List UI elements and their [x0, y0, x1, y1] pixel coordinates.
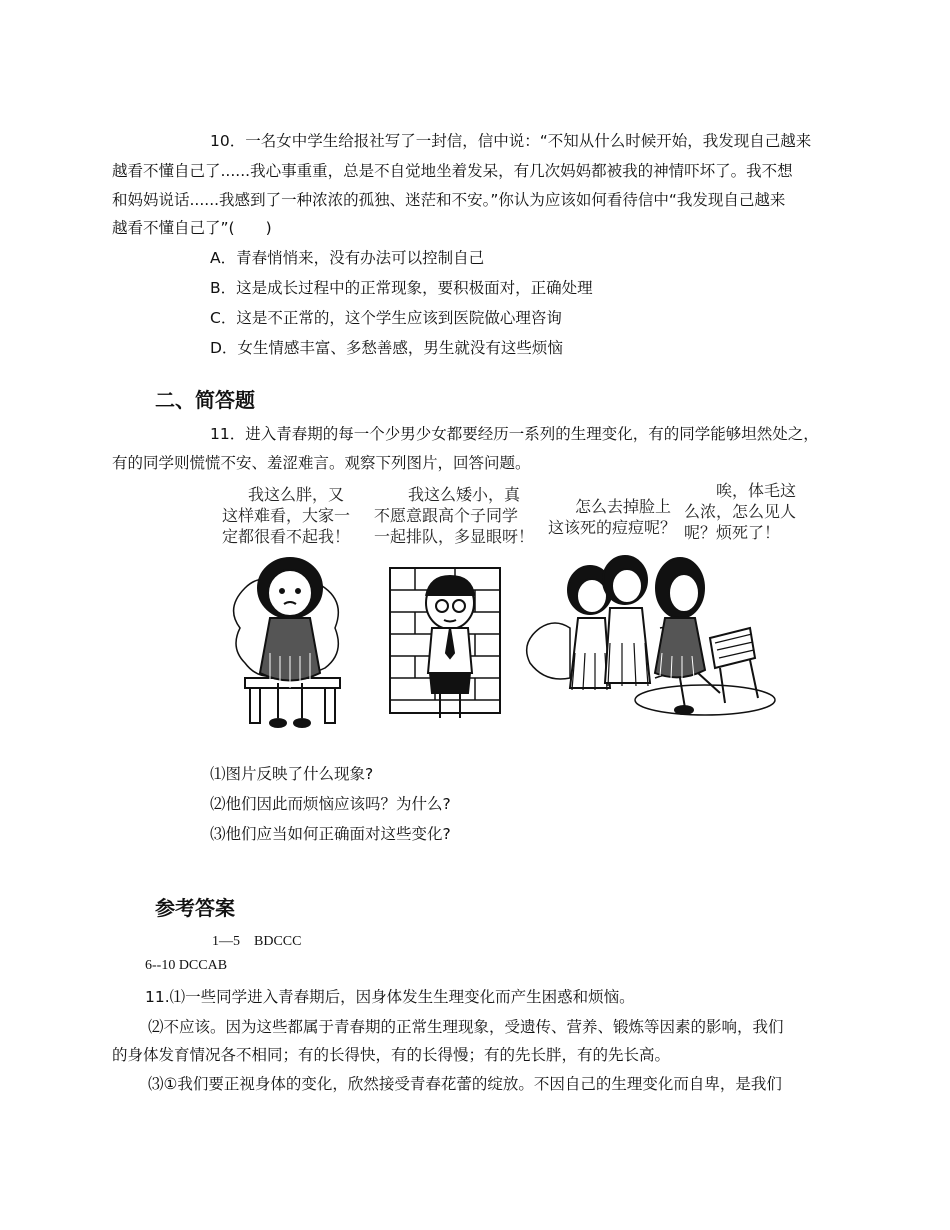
q11-subquestion-1: ⑴图片反映了什么现象?	[210, 765, 374, 783]
bubble1-line1: 我这么胖，又	[248, 485, 345, 504]
q10-option-d: D．女生情感丰富、多愁善感，男生就没有这些烦恼	[210, 339, 563, 357]
q10-option-b: B．这是成长过程中的正常现象，要积极面对，正确处理	[210, 279, 593, 297]
bubble4-line2: 么浓，怎么见人	[684, 502, 797, 521]
answer-11-1: 11.⑴一些同学进入青春期后，因身体发生生理变化而产生困惑和烦恼。	[145, 988, 635, 1006]
bubble2-line2: 不愿意跟高个子同学	[374, 506, 519, 525]
panel1-sad-girl	[234, 558, 340, 727]
q11-line1: 11．进入青春期的每一个少男少女都要经历一系列的生理变化，有的同学能够坦然处之，	[210, 425, 819, 443]
q10-option-a: A．青春悄悄来，没有办法可以控制自己	[210, 249, 485, 267]
answer-11-3-line1: ⑶①我们要正视身体的变化，欣然接受青春花蕾的绽放。不因自己的生理变化而自卑，是我们	[148, 1075, 782, 1093]
q11-subquestion-3: ⑶他们应当如何正确面对这些变化?	[210, 825, 451, 843]
q10-line4: 越看不懂自己了”( )	[112, 219, 272, 237]
panel2-short-boy	[390, 568, 500, 718]
q10-line1: 10．一名女中学生给报社写了一封信，信中说：“不知从什么时候开始，我发现自己越来	[210, 132, 812, 150]
bubble4-line3: 呢？烦死了！	[684, 523, 781, 542]
answers-heading: 参考答案	[155, 896, 235, 920]
bubble4-line1: 唉，体毛这	[716, 481, 797, 500]
bubble1-line2: 这样难看，大家一	[222, 506, 351, 525]
answer-line-6-10: 6--10 DCCAB	[145, 958, 228, 973]
bubble3-line2: 这该死的痘痘呢？	[548, 518, 677, 537]
answer-line-1-5: 1—5 BDCCC	[212, 934, 302, 949]
bubble2-line1: 我这么矮小，真	[408, 485, 521, 504]
q11-subquestion-2: ⑵他们因此而烦恼应该吗？为什么?	[210, 795, 451, 813]
q10-line3: 和妈妈说话......我感到了一种浓浓的孤独、迷茫和不安。”你认为应该如何看待信中“我发现自己越来	[112, 191, 786, 209]
answer-11-2-line2: 的身体发育情况各不相同；有的长得快，有的长得慢；有的先长胖，有的先长高。	[112, 1046, 671, 1064]
q10-line2: 越看不懂自己了......我心事重重，总是不自觉地坐着发呆，有几次妈妈都被我的神情吓坏了。我不想	[112, 162, 793, 180]
q11-cartoon-illustration	[210, 478, 797, 753]
answer-11-2-line1: ⑵不应该。因为这些都属于青春期的正常生理现象，受遗传、营养、锻炼等因素的影响，我们	[148, 1018, 784, 1036]
q11-line2: 有的同学则慌慌不安、羞涩难言。观察下列图片，回答问题。	[112, 454, 531, 472]
panel4-girl-on-chair	[635, 558, 775, 715]
bubble1-line3: 定都很看不起我！	[222, 527, 351, 546]
section-heading-short-answer: 二、简答题	[155, 388, 255, 412]
bubble3-line1: 怎么去掉脸上	[575, 497, 672, 516]
bubble2-line3: 一起排队，多显眼呀！	[374, 527, 535, 546]
q10-option-c: C．这是不正常的，这个学生应该到医院做心理咨询	[210, 309, 562, 327]
